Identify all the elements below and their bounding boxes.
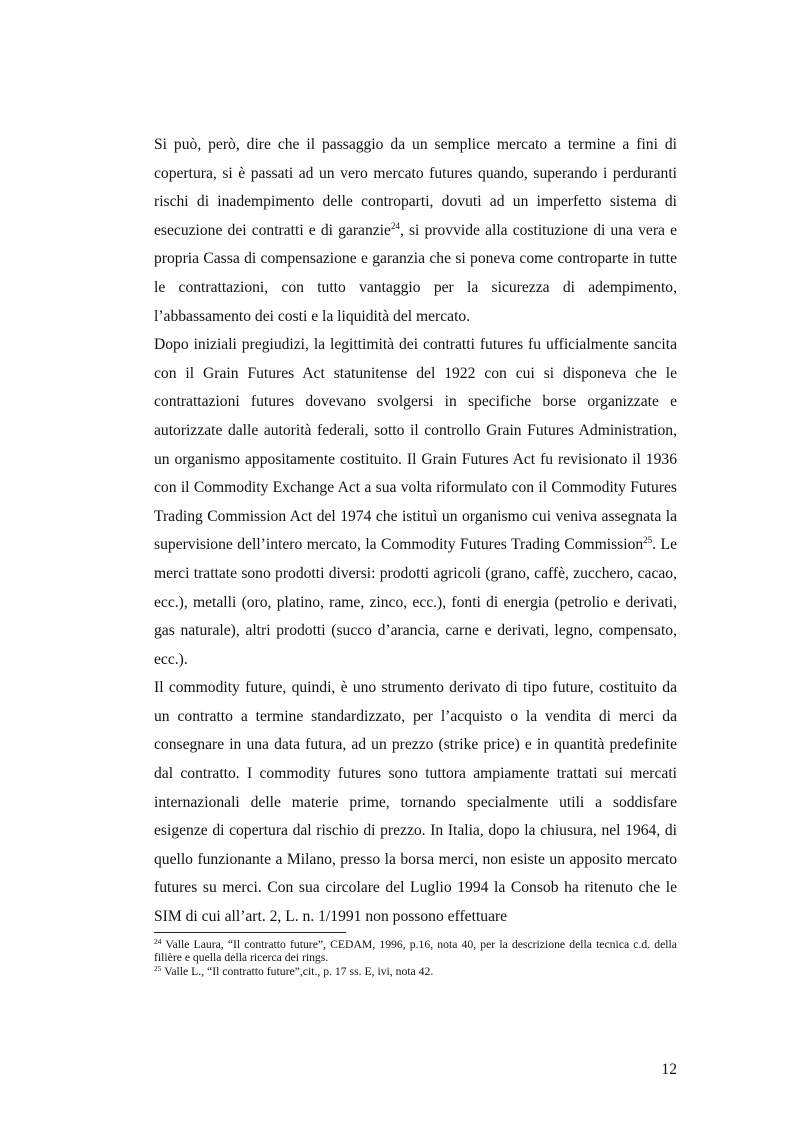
footnote-text: Valle L., “Il contratto future”,cit., p. 17 ss. E, ivi, nota 42. (161, 964, 434, 978)
footnote-number: 24 (154, 937, 162, 946)
footnote-24 (154, 938, 677, 965)
paragraph-1-text: Si può, però, dire che il passaggio da un semplice mercato a termine a fini di copertura, si è passati ad un vero mercato futures quando, superando i perduranti rischi di inadempimento delle controparti, dovuti ad un imperfetto sistema di esecuzione dei contratti e di garanzie (154, 136, 677, 239)
paragraph-1 (154, 131, 677, 331)
paragraph-2-text-cont: . Le merci trattate sono prodotti diversi: prodotti agricoli (grano, caffè, zucchero, cacao, ecc.), metalli (oro, platino, rame, zinco, ecc.), fonti di energia (petrolio e derivati, gas naturale), altri prodotti (succo d’arancia, carne e derivati, legno, compensato, ecc.). (154, 536, 677, 668)
footnote-text: Valle Laura, “Il contratto future”, CEDAM, 1996, p.16, nota 40, per la descrizione della tecnica c.d. della filière e quella della ricerca dei rings. (154, 938, 677, 965)
page-number: 12 (661, 1061, 677, 1078)
footnote-separator (154, 932, 346, 933)
footnote-ref-25[interactable]: 25 (643, 535, 653, 546)
footnote-ref-24[interactable]: 24 (390, 220, 400, 231)
paragraph-2 (154, 331, 677, 674)
paragraph-1-text-cont: , si provvide alla costituzione di una vera e propria Cassa di compensazione e garanzia che si poneva come controparte in tutte le contrattazioni, con tutto vantaggio per la sicurezza di adempimento, l’abbassamento dei costi e la liquidità del mercato. (154, 221, 677, 325)
paragraph-2-text: Dopo iniziali pregiudizi, la legittimità dei contratti futures fu ufficialmente sancita con il Grain Futures Act statunitense del 1922 con cui si disponeva che le contrattazioni futures dovevano svolgersi in specifiche borse organizzate e autorizzate dalle autorità federali, sotto il controllo Grain Futures Administration, un organismo appositamente costituito. Il Grain Futures Act fu revisionato il 1936 con il Commodity Exchange Act a sua volta riformulato con il Commodity Futures Trading Commission Act del 1974 che istituì un organismo cui veniva assegnata la supervisione dell’intero mercato, la Commodity Futures Trading Commission (154, 336, 677, 554)
paragraph-3: Il commodity future, quindi, è uno strumento derivato di tipo future, costituito da un contratto a termine standardizzato, per l’acquisto o la vendita di merci da consegnare in una data futura, ad un prezzo (strike price) e in quantità predefinite dal contratto. I commodity futures sono tuttora ampiamente trattati sui mercati internazionali delle materie prime, tornando specialmente utili a soddisfare esigenze di copertura dal rischio di prezzo. In Italia, dopo la chiusura, nel 1964, di quello funzionante a Milano, presso la borsa merci, non esiste un apposito mercato futures su merci. Con sua circolare del Luglio 1994 la Consob ha ritenuto che le SIM di cui all’art. 2, L. n. 1/1991 non possono effettuare (154, 679, 677, 926)
footnote-number: 25 (154, 963, 162, 973)
footnotes (154, 938, 677, 978)
footnote-25 (154, 965, 677, 978)
body-text (154, 131, 677, 932)
